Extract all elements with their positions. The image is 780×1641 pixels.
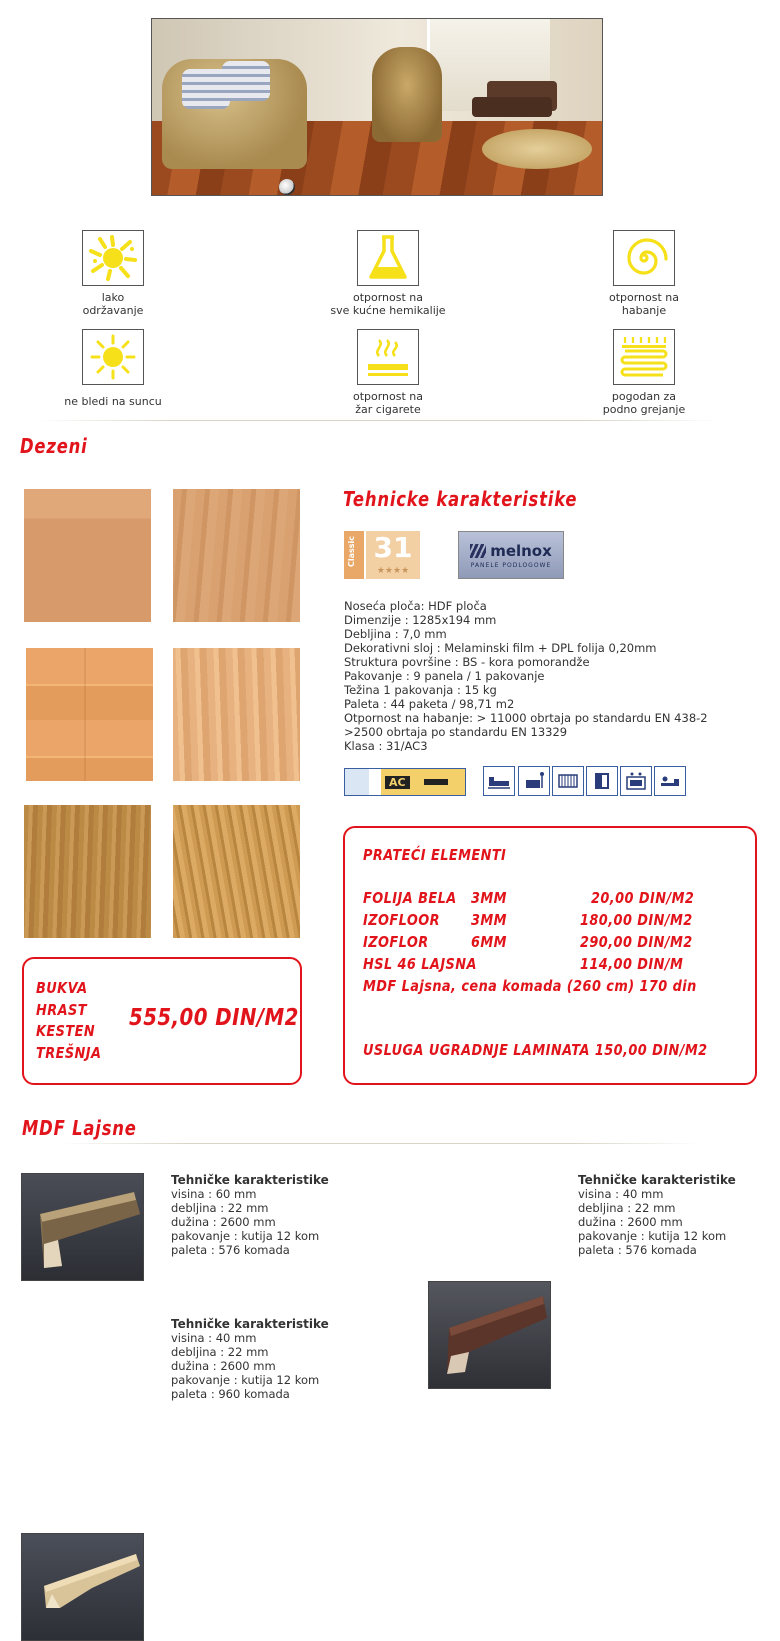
accessory-name: IZOFLOOR xyxy=(363,911,441,929)
wood-type: TREŠNJA xyxy=(36,1044,102,1062)
wood-swatch[interactable] xyxy=(173,805,300,938)
accessory-price: 290,00 DIN/M2 xyxy=(580,933,693,951)
accessory-size: 6MM xyxy=(471,933,507,951)
spec-line: Paleta : 44 paketa / 98,71 m2 xyxy=(344,697,515,711)
accessories-title: PRATEĆI ELEMENTI xyxy=(363,846,507,864)
wood-type: HRAST xyxy=(36,1001,87,1019)
feature-wear-resistance xyxy=(544,230,744,317)
spec-list xyxy=(344,599,708,753)
wood-swatch[interactable] xyxy=(173,489,300,622)
price-value: 555,00 DIN/M2 xyxy=(129,1005,299,1031)
hallway-icon xyxy=(586,766,618,796)
accessory-name: HSL 46 LAJSNA xyxy=(363,955,477,973)
class-31-badge: Classic 31 ★★★★ xyxy=(344,531,420,579)
mdf-price-line: MDF Lajsna, cena komada (260 cm) 170 din xyxy=(363,977,697,995)
mdf-molding-image xyxy=(21,1533,144,1641)
divider xyxy=(36,420,720,421)
ac-rating-icon: AC xyxy=(344,768,466,796)
feature-label: pogodan za podno grejanje xyxy=(602,390,686,416)
feature-floor-heating xyxy=(544,329,744,416)
mdf-spec-line: debljina : 22 mm xyxy=(171,1201,269,1215)
feature-chemical-resistance xyxy=(288,230,488,317)
wood-swatch[interactable] xyxy=(24,489,151,622)
feature-label: ne bledi na suncu xyxy=(64,395,162,408)
kitchen-icon xyxy=(620,766,652,796)
mdf-spec-line: pakovanje : kutija 12 kom xyxy=(578,1229,727,1243)
wood-swatch[interactable] xyxy=(173,648,300,781)
mdf-spec-line: debljina : 22 mm xyxy=(578,1201,676,1215)
accessory-size: 3MM xyxy=(471,911,507,929)
spec-line: >2500 obrtaja po standardu EN 13329 xyxy=(344,725,568,739)
mdf-specs xyxy=(171,1317,329,1401)
floor-heating-icon xyxy=(613,329,675,385)
feature-cigarette-resistance xyxy=(288,329,488,416)
splash-icon xyxy=(82,230,144,286)
spec-line: Debljina : 7,0 mm xyxy=(344,627,447,641)
spec-line: Struktura površine : BS - kora pomorandže xyxy=(344,655,590,669)
mdf-specs xyxy=(171,1173,329,1257)
mdf-spec-line: dužina : 2600 mm xyxy=(171,1215,276,1229)
mdf-spec-line: dužina : 2600 mm xyxy=(578,1215,683,1229)
cigarette-icon xyxy=(357,329,419,385)
mdf-spec-title: Tehničke karakteristike xyxy=(171,1173,329,1187)
wood-type: KESTEN xyxy=(36,1022,96,1040)
feature-label: otpornost na žar cigarete xyxy=(352,390,424,416)
mdf-spec-line: pakovanje : kutija 12 kom xyxy=(171,1229,320,1243)
mdf-specs xyxy=(578,1173,736,1257)
mdf-spec-title: Tehničke karakteristike xyxy=(171,1317,329,1331)
mdf-spec-line: dužina : 2600 mm xyxy=(171,1359,276,1373)
mdf-spec-line: paleta : 576 komada xyxy=(578,1243,697,1257)
spec-line: Pakovanje : 9 panela / 1 pakovanje xyxy=(344,669,545,683)
mdf-spec-line: visina : 40 mm xyxy=(578,1187,664,1201)
accessory-price: 180,00 DIN/M2 xyxy=(580,911,693,929)
accessory-name: IZOFLOR xyxy=(363,933,429,951)
children-room-icon xyxy=(552,766,584,796)
hero-photo xyxy=(151,18,603,196)
mdf-spec-line: pakovanje : kutija 12 kom xyxy=(171,1373,320,1387)
price-box xyxy=(22,957,302,1085)
accessories-box xyxy=(343,826,757,1085)
mdf-spec-line: paleta : 960 komada xyxy=(171,1387,290,1401)
divider xyxy=(60,1143,700,1144)
bedroom-icon xyxy=(483,766,515,796)
spiral-icon xyxy=(613,230,675,286)
mdf-spec-line: debljina : 22 mm xyxy=(171,1345,269,1359)
spec-line: Otpornost na habanje: > 11000 obrtaja po standardu EN 438-2 xyxy=(344,711,708,725)
mdf-spec-line: visina : 40 mm xyxy=(171,1331,257,1345)
mdf-spec-line: paleta : 576 komada xyxy=(171,1243,290,1257)
wood-swatch[interactable] xyxy=(24,805,151,938)
feature-sun-fade xyxy=(13,329,213,408)
accessory-price: 114,00 DIN/M xyxy=(580,955,684,973)
living-room-icon xyxy=(518,766,550,796)
spec-line: Klasa : 31/AC3 xyxy=(344,739,428,753)
section-title-mdf: MDF Lajsne xyxy=(22,1116,137,1140)
spec-line: Noseća ploča: HDF ploča xyxy=(344,599,487,613)
mdf-spec-title: Tehničke karakteristike xyxy=(578,1173,736,1187)
feature-label: lako održavanje xyxy=(82,291,144,317)
accessory-name: FOLIJA BELA xyxy=(363,889,457,907)
feature-easy-maintenance xyxy=(13,230,213,317)
sun-icon xyxy=(82,329,144,385)
mdf-molding-image xyxy=(21,1173,144,1281)
wood-type: BUKVA xyxy=(36,979,88,997)
accessory-price: 20,00 DIN/M2 xyxy=(591,889,695,907)
mdf-molding-image xyxy=(428,1281,551,1389)
flask-icon xyxy=(357,230,419,286)
installation-service: USLUGA UGRADNJE LAMINATA 150,00 DIN/M2 xyxy=(363,1041,708,1059)
spec-line: Dimenzije : 1285x194 mm xyxy=(344,613,497,627)
melnox-logo: melnox PANELE PODLOGOWE xyxy=(458,531,564,579)
wood-swatch[interactable] xyxy=(26,648,153,781)
section-title-dezeni: Dezeni xyxy=(20,434,88,458)
feature-label: otpornost na sve kućne hemikalije xyxy=(330,291,446,317)
spec-line: Dekorativni sloj : Melaminski film + DPL folija 0,20mm xyxy=(344,641,657,655)
spec-line: Težina 1 pakovanja : 15 kg xyxy=(344,683,497,697)
accessory-size: 3MM xyxy=(471,889,507,907)
section-title-tech: Tehnicke karakteristike xyxy=(343,487,578,511)
mdf-spec-line: visina : 60 mm xyxy=(171,1187,257,1201)
feature-label: otpornost na habanje xyxy=(608,291,680,317)
office-icon xyxy=(654,766,686,796)
